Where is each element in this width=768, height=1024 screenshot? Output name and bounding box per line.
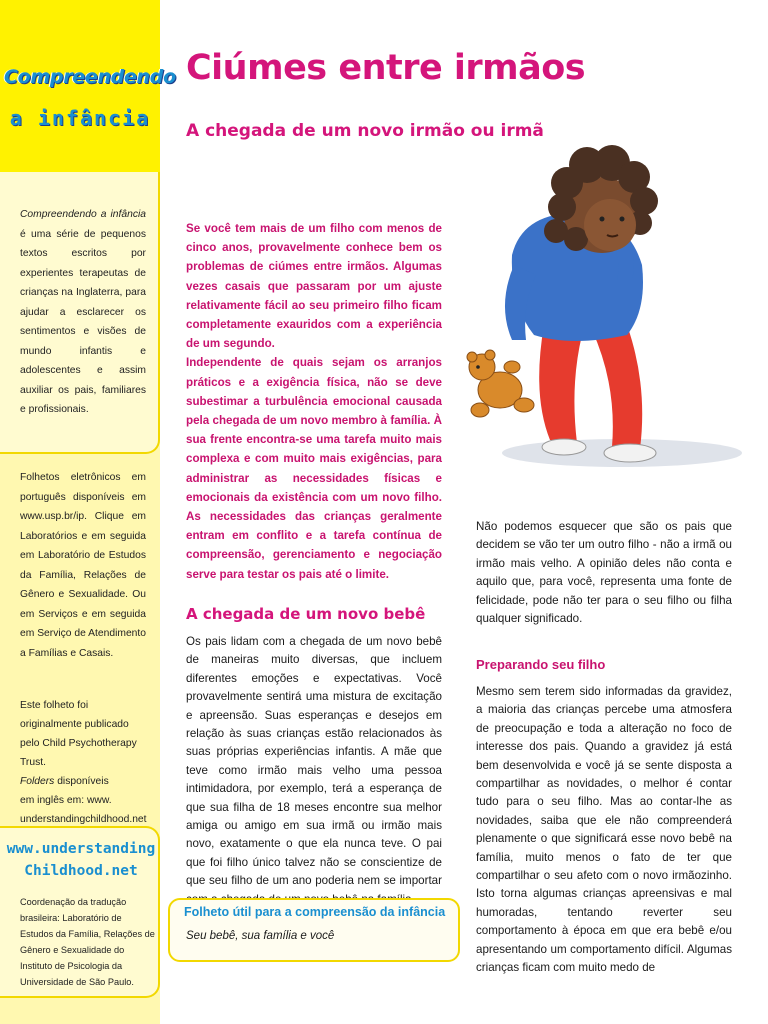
credits-text: Coordenação da tradução brasileira: Laboratório de Estudos da Família, Relações de Gênero e Sexualidade do Instituto de Psicologia da Universidade de São Paulo. bbox=[20, 897, 155, 987]
section-body-preparing: Mesmo sem terem sido informadas da gravidez, a maioria das crianças percebe uma atmosfera de preocupação e toda a alteração no foco de interesse dos pais. Quando a gravidez já está bem desenvolvida e você já se sente disposta a compartilhar as novidades, o melhor é contar tudo para o seu filho. Mas ao contar-lhe as novidades, saiba que ele não compreenderá plenamente o que significará esse novo bebê na família, muito menos o fato de ter que compartilhar o seu afeto com o novo irmãozinho. Isto torna algumas crianças apreensivas e mal humoradas, tentando reverter seu comportamento à época em que era bebê e/ou apresentando um comportamento difícil. Algumas crianças ficam com muito medo de bbox=[476, 685, 732, 975]
leaflet-title: Folheto útil para a compreensão da infância bbox=[184, 905, 446, 919]
leaflet-subtitle: Seu bebê, sua família e você bbox=[186, 930, 335, 942]
original-text: Este folheto foi originalmente publicado pelo Child Psychotherapy Trust. Folders disponíveis em inglês em: www. understandingchildhood.net bbox=[20, 696, 160, 829]
page-title: Ciúmes entre irmãos bbox=[186, 48, 586, 88]
website-link[interactable]: understandingchildhood.net bbox=[20, 814, 147, 825]
section-heading-new-baby: A chegada de um novo bebê bbox=[186, 605, 426, 623]
section-body-new-baby: Os pais lidam com a chegada de um novo bebê de maneiras muito diversas, que incluem diferentes emoções e expectativas. Você provavelmente sentirá uma mistura de excitação e apreensão. Suas esperanças e desejos em relação às suas crianças estão relacionados às suas próprias experiências infantis. A mãe que teve como irmão mais velho uma pessoa intimidadora, por exemplo, terá a esperança de que sua filha de 18 meses encontre sua melhor amiga ou amigo em sua irmã ou irmão mais novo, exatamente o que ela nunca teve. O pai que foi filho único talvez não se conscientize de que seu filho de um ano poderia nem se importar bbox=[186, 635, 442, 888]
brand-title-line2: a infância bbox=[9, 106, 151, 130]
leaflets-text: Folhetos eletrônicos em português disponíveis em www.usp.br/ip. Clique em Laboratórios e em seguida em Laboratório de Estudos da Família, Relações de Gênero e Sexualidade. Ou em Serviços e em seguida em Serviço de Atendimento a Famílias e Casais. bbox=[20, 472, 146, 659]
intro-text: Se você tem mais de um filho com menos de cinco anos, provavelmente conhece bem os problemas de ciúmes entre irmãos. Algumas vezes casais que passaram por um ajuste relativamente fácil ao seu primeiro filho ficam completamente exauridos com a experiência de um segundo. Independente de quais sejam os arranjos práticos e a exigência física, não se deve subestimar a turbulência emocional causada pela chegada de um novo membro à família. À sua frente encontra-se uma tarefa muito mais complexa e com muito mais exigências, para administrar as necessidades físicas e emocionais da existência com um novo filho. As necessidades das crianças geralmente entram em conflito e a tarefa contínua de compreensão, gerenciamento e negociação serve para testar os pais até o limite. bbox=[186, 222, 442, 581]
page-subtitle: A chegada de um novo irmão ou irmã bbox=[186, 121, 544, 141]
child-with-teddy-illustration bbox=[452, 135, 742, 475]
section-heading-preparing: Preparando seu filho bbox=[476, 657, 606, 672]
brand-title-line1: Compreendendo bbox=[4, 66, 176, 88]
about-text: Compreendendo a infância é uma série de pequenos textos escritos por experientes terapeutas de crianças na Inglaterra, para ajudar a esclarecer os sentimentos e visões de mundo infantis e adolescentes e assim auxiliar os pais, familiares e profissionais. bbox=[20, 209, 146, 415]
url-brand[interactable]: www.understanding Childhood.net bbox=[6, 841, 156, 879]
right-paragraph: Não podemos esquecer que são os pais que decidem se vão ter um outro filho - não a irmã ou irmão mais velho. A opinião deles não conta e aquilo que, para você, representa uma fonte de felicidade, pode não ter para o seu filho ou filha qualquer significado. bbox=[476, 520, 732, 626]
